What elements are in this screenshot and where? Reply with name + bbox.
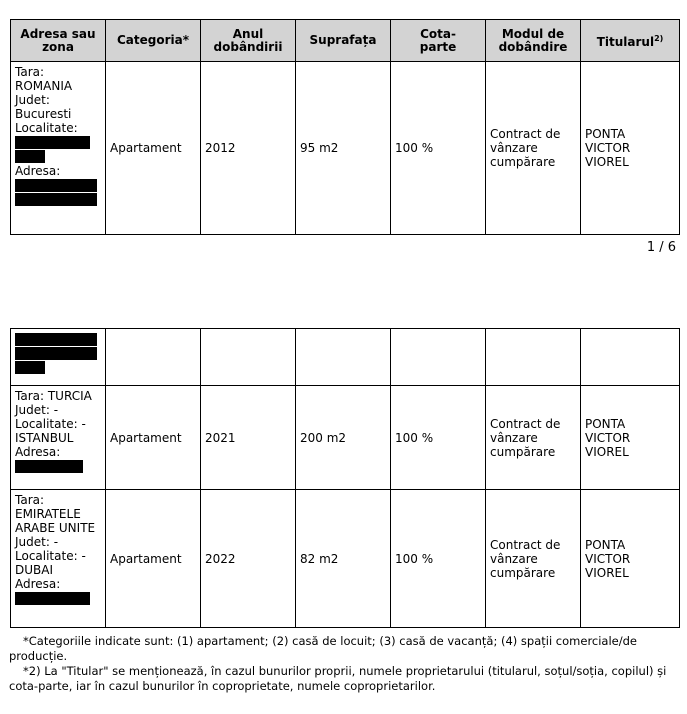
footnotes — [9, 634, 679, 694]
address-cell: Tara: EMIRATELE ARABE UNITE Judet: - Localitate: - DUBAI Adresa: — [11, 490, 106, 628]
assets-table-page2 — [10, 328, 680, 628]
mode-cell: Contract de vânzare cumpărare — [486, 490, 581, 628]
redaction-bar — [15, 150, 45, 163]
footnote-category: *Categoriile indicate sunt: (1) apartament; (2) casă de locuit; (3) casă de vacanță; (4) spații comerciale/de producție. — [9, 634, 638, 663]
category-cell: Apartament — [106, 490, 201, 628]
redaction-bar — [15, 361, 45, 374]
header-row — [11, 20, 680, 62]
year-cell: 2022 — [201, 490, 296, 628]
header-address: Adresa sau zona — [11, 20, 106, 62]
header-owner: Titularul$^{2)}$ — [581, 20, 680, 62]
redaction-bar — [15, 179, 97, 192]
redaction-bar — [15, 193, 97, 206]
redaction-bar — [15, 592, 90, 605]
year-cell: 2021 — [201, 386, 296, 490]
empty-cell — [106, 329, 201, 386]
empty-cell — [581, 329, 680, 386]
area-cell: 200 m2 — [296, 386, 391, 490]
area-cell: 95 m2 — [296, 62, 391, 235]
owner-cell: PONTA VICTOR VIOREL — [581, 490, 680, 628]
address-cell: Tara: ROMANIA Judet: Bucuresti Localitate: Adresa: — [11, 62, 106, 235]
empty-cell — [486, 329, 581, 386]
mode-cell: Contract de vânzare cumpărare — [486, 386, 581, 490]
share-cell: 100 % — [391, 490, 486, 628]
table-row — [11, 386, 680, 490]
category-cell: Apartament — [106, 386, 201, 490]
empty-cell — [201, 329, 296, 386]
area-cell: 82 m2 — [296, 490, 391, 628]
owner-cell: PONTA VICTOR VIOREL — [581, 386, 680, 490]
page-number: 1 / 6 — [646, 240, 676, 255]
category-cell: Apartament — [106, 62, 201, 235]
empty-cell — [391, 329, 486, 386]
header-share: Cota- parte — [391, 20, 486, 62]
redaction-bar — [15, 333, 97, 346]
table-row — [11, 490, 680, 628]
table-row — [11, 62, 680, 235]
footnote-owner: *2) La "Titular" se menționează, în cazul bunurilor proprii, numele proprietarului (titularul, soțul/soția, copilul) și cota-parte, iar în cazul bunurilor în coproprietate, numele coproprietarilor. — [9, 664, 667, 693]
owner-cell: PONTA VICTOR VIOREL — [581, 62, 680, 235]
header-year: Anul dobândirii — [201, 20, 296, 62]
header-area: Suprafața — [296, 20, 391, 62]
address-cell: Tara: TURCIA Judet: - Localitate: - ISTANBUL Adresa: — [11, 386, 106, 490]
assets-table-page1 — [10, 19, 680, 235]
share-cell: 100 % — [391, 62, 486, 235]
header-category: Categoria* — [106, 20, 201, 62]
redaction-bar — [15, 460, 83, 473]
table-row-continuation — [11, 329, 680, 386]
share-cell: 100 % — [391, 386, 486, 490]
mode-cell: Contract de vânzare cumpărare — [486, 62, 581, 235]
redaction-bar — [15, 136, 90, 149]
redaction-bar — [15, 347, 97, 360]
empty-cell — [296, 329, 391, 386]
year-cell: 2012 — [201, 62, 296, 235]
header-mode: Modul de dobândire — [486, 20, 581, 62]
address-cell — [11, 329, 106, 386]
